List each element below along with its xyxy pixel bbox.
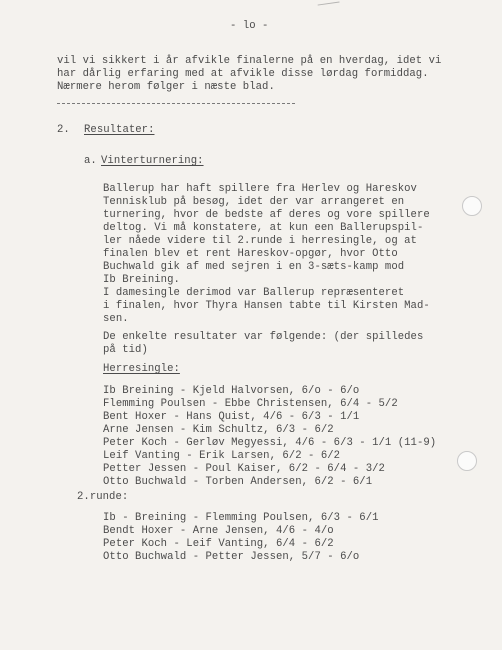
ink-mark xyxy=(318,2,341,12)
results-intro-line: på tid) xyxy=(103,344,148,356)
result-row: Bent Hoxer - Hans Quist, 4/6 - 6/3 - 1/1 xyxy=(103,411,360,423)
herresingle-heading: Herresingle: xyxy=(103,363,180,375)
dashed-divider xyxy=(57,103,295,104)
body-line: sen. xyxy=(103,313,129,325)
body-line: Tennisklub på besøg, idet der var arrangeret en xyxy=(103,196,405,208)
body-line: deltog. Vi må konstatere, at kun een Ballerupspil- xyxy=(103,222,424,234)
result-row: Ib Breining - Kjeld Halvorsen, 6/o - 6/o xyxy=(103,385,360,397)
body-line: i finalen, hvor Thyra Hansen tabte til Kirsten Mad- xyxy=(103,300,430,312)
result-row: Arne Jensen - Kim Schultz, 6/3 - 6/2 xyxy=(103,424,334,436)
page-number: - lo - xyxy=(230,20,269,32)
result-row: Petter Jessen - Poul Kaiser, 6/2 - 6/4 - 3/2 xyxy=(103,463,385,475)
subsection-a-title: Vinterturnering: xyxy=(101,155,204,167)
result-row: Ib - Breining - Flemming Poulsen, 6/3 - 6/1 xyxy=(103,512,379,524)
results-intro-line: De enkelte resultater var følgende: (der spilledes xyxy=(103,331,424,343)
punch-hole-top xyxy=(462,196,482,216)
section-2-number: 2. xyxy=(57,124,70,136)
body-line: finalen blev et rent Hareskov-opgør, hvor Otto xyxy=(103,248,398,260)
body-line: turnering, hvor de bedste af deres og vore spillere xyxy=(103,209,430,221)
result-row: Otto Buchwald - Torben Andersen, 6/2 - 6/1 xyxy=(103,476,373,488)
body-line: I damesingle derimod var Ballerup repræsenteret xyxy=(103,287,405,299)
result-row: Flemming Poulsen - Ebbe Christensen, 6/4 - 5/2 xyxy=(103,398,398,410)
result-row: Otto Buchwald - Petter Jessen, 5/7 - 6/o xyxy=(103,551,360,563)
intro-line-3: Nærmere herom følger i næste blad. xyxy=(57,81,275,93)
punch-hole-bottom xyxy=(457,451,477,471)
body-line: Ib Breining. xyxy=(103,274,180,286)
round-2-heading: 2.runde: xyxy=(77,491,129,503)
body-line: ler nåede videre til 2.runde i herresingle, og at xyxy=(103,235,417,247)
result-row: Peter Koch - Leif Vanting, 6/4 - 6/2 xyxy=(103,538,334,550)
body-line: Ballerup har haft spillere fra Herlev og Hareskov xyxy=(103,183,417,195)
result-row: Bendt Hoxer - Arne Jensen, 4/6 - 4/o xyxy=(103,525,334,537)
result-row: Peter Koch - Gerløv Megyessi, 4/6 - 6/3 - 1/1 (11-9) xyxy=(103,437,437,449)
subsection-a-letter: a. xyxy=(84,155,97,167)
intro-line-1: vil vi sikkert i år afvikle finalerne på en hverdag, idet vi xyxy=(57,55,442,67)
section-2-title: Resultater: xyxy=(84,124,155,136)
result-row: Leif Vanting - Erik Larsen, 6/2 - 6/2 xyxy=(103,450,341,462)
intro-line-2: har dårlig erfaring med at afvikle disse lørdag formiddag. xyxy=(57,68,429,80)
body-line: Buchwald gik af med sejren i en 3-sæts-kamp mod xyxy=(103,261,405,273)
